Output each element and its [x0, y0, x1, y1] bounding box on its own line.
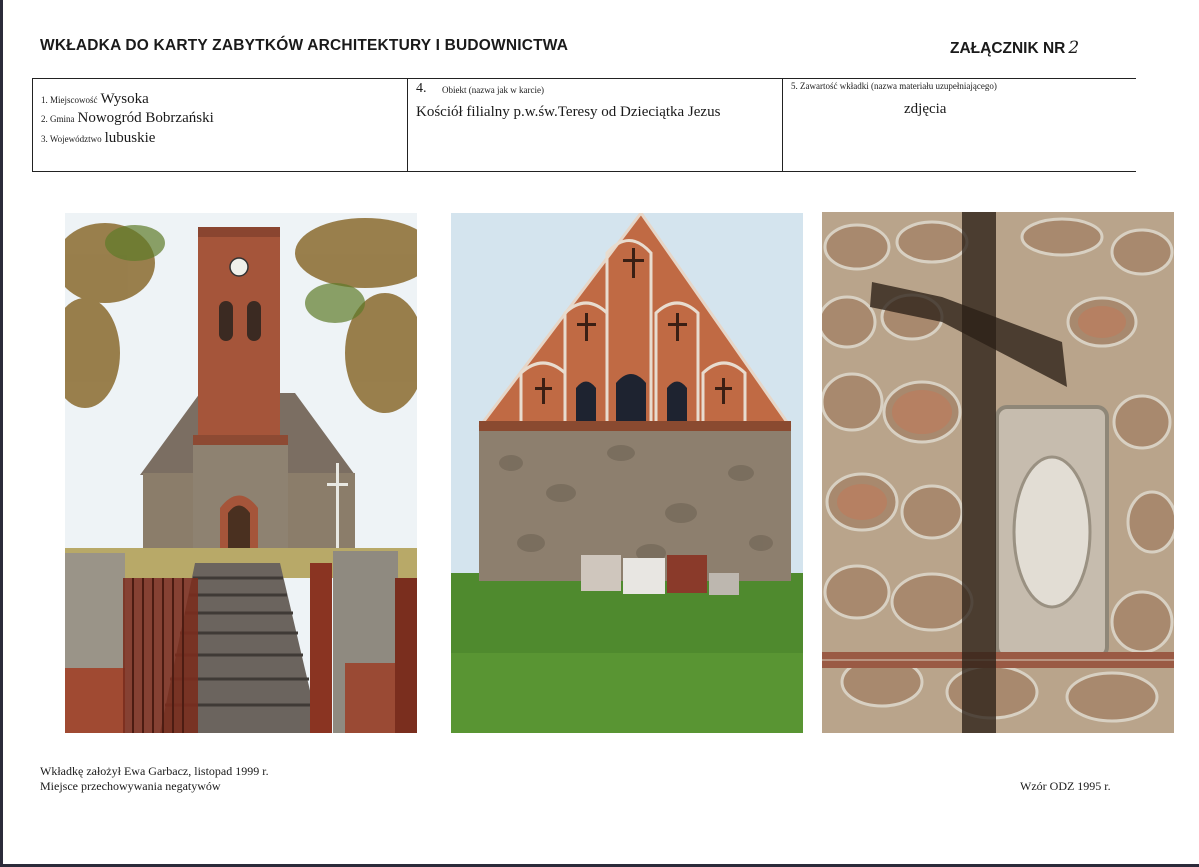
object-cell [407, 79, 782, 171]
place-label: 1. Miejscowość [41, 95, 98, 105]
voivodeship-label: 3. Województwo [41, 134, 102, 144]
annex-number: 2 [1068, 38, 1080, 58]
church-tower-drawing [65, 213, 417, 733]
founded-by-note: Wkładkę założył Ewa Garbacz, listopad 1999 r. [40, 764, 269, 778]
church-tower-photo [65, 213, 417, 733]
negatives-location-note: Miejsce przechowywania negatywów [40, 779, 221, 793]
annex-label [950, 38, 1079, 58]
template-note: Wzór ODZ 1995 r. [1020, 779, 1111, 793]
contents-cell [782, 79, 1136, 171]
commune-row [41, 110, 214, 127]
wall-cross-shadow-drawing [822, 212, 1174, 733]
location-cell [32, 79, 407, 171]
info-table [32, 78, 1136, 172]
wall-cross-shadow-photo [822, 212, 1174, 733]
object-name: Kościół filialny p.w.św.Teresy od Dzieciątka Jezus [416, 104, 721, 120]
object-label: Obiekt (nazwa jak w karcie) [442, 85, 544, 95]
church-gable-photo [451, 213, 803, 733]
place-row [41, 91, 149, 108]
contents-value: zdjęcia [904, 101, 947, 117]
church-gable-drawing [451, 213, 803, 733]
object-number: 4. [416, 81, 427, 96]
voivodeship-row [41, 130, 155, 147]
place-value: Wysoka [100, 91, 149, 107]
page-title: WKŁADKA DO KARTY ZABYTKÓW ARCHITEKTURY I BUDOWNICTWA [40, 37, 569, 54]
scan-edge-left [0, 0, 3, 867]
annex-label-text: ZAŁĄCZNIK NR [950, 40, 1066, 57]
voivodeship-value: lubuskie [104, 130, 156, 146]
contents-label: 5. Zawartość wkładki (nazwa materiału uzupełniającego) [791, 81, 997, 91]
commune-label: 2. Gmina [41, 114, 75, 124]
commune-value: Nowogród Bobrzański [77, 110, 214, 126]
